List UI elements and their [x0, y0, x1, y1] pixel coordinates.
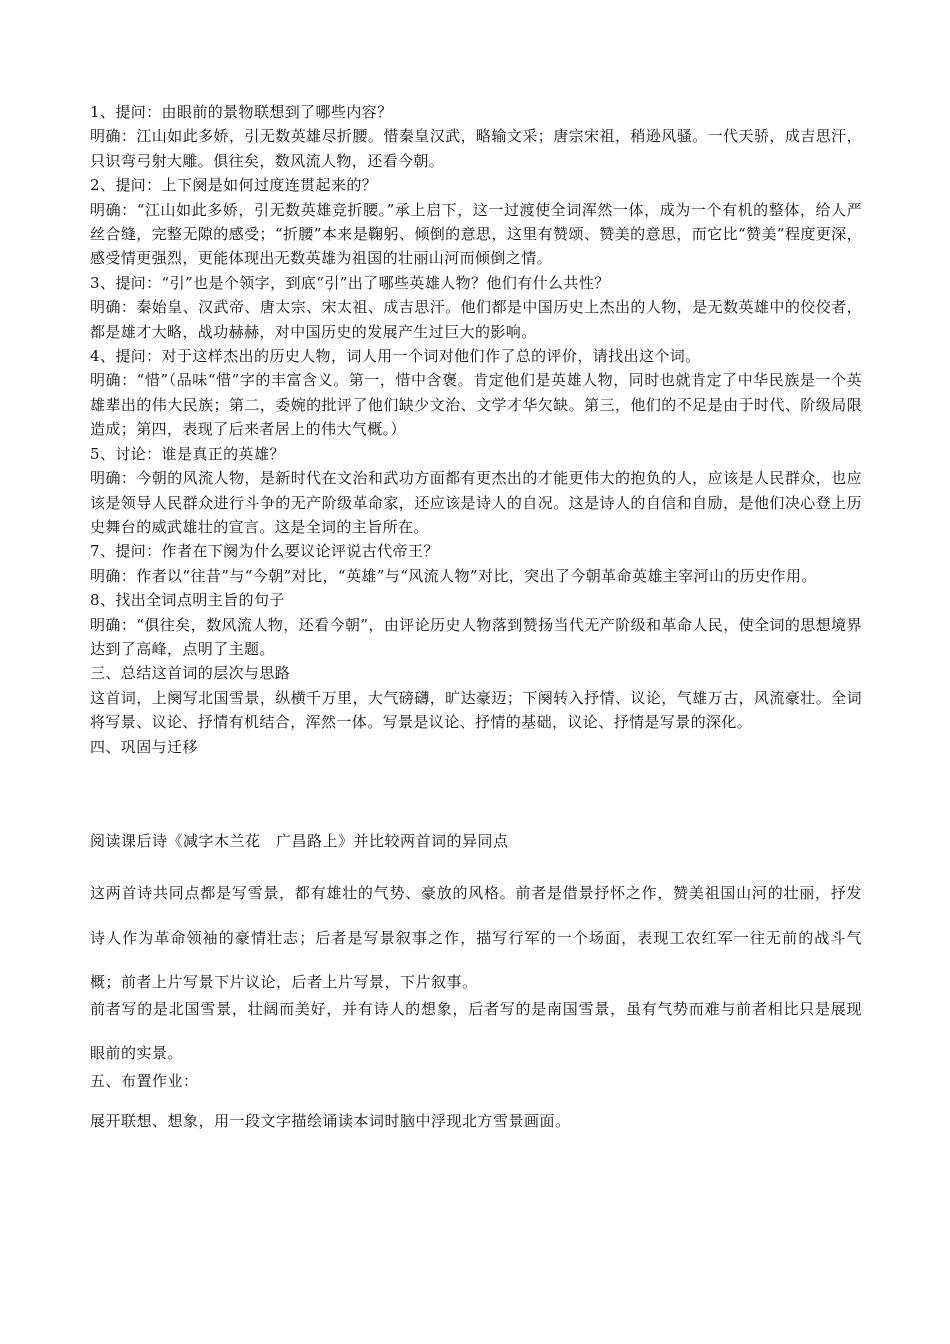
section-heading-4: 四、巩固与迁移 — [90, 737, 198, 756]
summary-paragraph: 这首词，上阕写北国雪景，纵横千万里，大气磅礴，旷达豪迈；下阕转入抒情、议论，气雄万古，风流豪壮。全词将写景、议论、抒情有机结合，浑然一体。写景是议论、抒情的基础，议论、抒情是写景的深化。 — [90, 688, 862, 732]
question-8: 8、找出全词点明主旨的句子 — [90, 591, 285, 610]
question-4: 4、提问：对于这样杰出的历史人物，词人用一个词对他们作了总的评价，请找出这个词。 — [90, 347, 701, 366]
answer-1: 明确：江山如此多娇，引无数英雄尽折腰。惜秦皇汉武，略输文采；唐宗宋祖，稍逊风骚。一代天骄，成吉思汗，只识弯弓射大雕。俱往矣，数风流人物，还看今朝。 — [90, 127, 862, 170]
question-1: 1、提问：由眼前的景物联想到了哪些内容？ — [90, 103, 393, 121]
discussion-5: 5、讨论：谁是真正的英雄？ — [90, 444, 285, 463]
question-2: 2、提问：上下阕是如何过度连贯起来的？ — [90, 176, 378, 195]
comparison-paragraph-2: 前者写的是北国雪景，壮阔而美好，并有诗人的想象，后者写的是南国雪景，虽有气势而难与前者相比只是展现眼前的实景。 — [90, 1000, 862, 1062]
comparison-paragraph-1: 这两首诗共同点都是写雪景，都有雄壮的气势、豪放的风格。前者是借景抒怀之作，赞美祖国山河的壮丽，抒发诗人作为革命领袖的豪情壮志；后者是写景叙事之作，描写行军的一个场面，表现工农红军一往无前的战斗气概；前者上片写景下片议论，后者上片写景，下片叙事。 — [90, 884, 862, 991]
answer-7: 明确：作者以“往昔”与“今朝”对比，“英雄”与“风流人物”对比，突出了今朝革命英雄主宰河山的历史作用。 — [90, 566, 817, 585]
reading-task: 阅读课后诗《减字木兰花 广昌路上》并比较两首词的异同点 — [90, 832, 509, 850]
lesson-qa-section — [90, 100, 862, 759]
homework-content: 展开联想、想象，用一段文字描绘诵读本词时脑中浮现北方雪景画面。 — [90, 1112, 571, 1130]
answer-3: 明确：秦始皇、汉武帝、唐太宗、宋太祖、成吉思汗。他们都是中国历史上杰出的人物，是无数英雄中的佼佼者，都是雄才大略，战功赫赫，对中国历史的发展产生过巨大的影响。 — [90, 298, 862, 341]
section-heading-5: 五、布置作业： — [90, 1072, 199, 1090]
question-3: 3、提问：“引”也是个领字，到底“引”出了哪些英雄人物？他们有什么共性？ — [90, 273, 610, 292]
answer-4: 明确：“惜”（品味“惜”字的丰富含义。第一，惜中含褒。肯定他们是英雄人物，同时也就肯定了中华民族是一个英雄辈出的伟大民族；第二，委婉的批评了他们缺少文治、文学才华欠缺。第三，他们的不足是由于时代、阶级局限造成；第四，表现了后来者居上的伟大气概。） — [90, 371, 862, 439]
answer-2: 明确：“江山如此多娇，引无数英雄竞折腰。”承上启下，这一过渡使全词浑然一体，成为一个有机的整体，给人严丝合缝，完整无隙的感受；“折腰”本来是鞠躬、倾倒的意思，这里有赞颂、赞美的意思，而它比“赞美”程度更深，感受情更强烈，更能体现出无数英雄为祖国的壮丽山河而倾倒之情。 — [90, 200, 862, 268]
question-7: 7、提问：作者在下阕为什么要议论评说古代帝王？ — [90, 542, 439, 561]
answer-5: 明确：今朝的风流人物，是新时代在文治和武功方面都有更杰出的才能更伟大的抱负的人，应该是人民群众，也应该是领导人民群众进行斗争的无产阶级革命家，还应该是诗人的自况。这是诗人的自信和自励，是他们决心登上历史舞台的威武雄壮的宣言。这是全词的主旨所在。 — [90, 469, 862, 536]
section-heading-3: 三、总结这首词的层次与思路 — [90, 664, 291, 683]
answer-8: 明确：“俱往矣，数风流人物，还看今朝”，由评论历史人物落到赞扬当代无产阶级和革命人民，使全词的思想境界达到了高峰，点明了主题。 — [90, 615, 862, 658]
